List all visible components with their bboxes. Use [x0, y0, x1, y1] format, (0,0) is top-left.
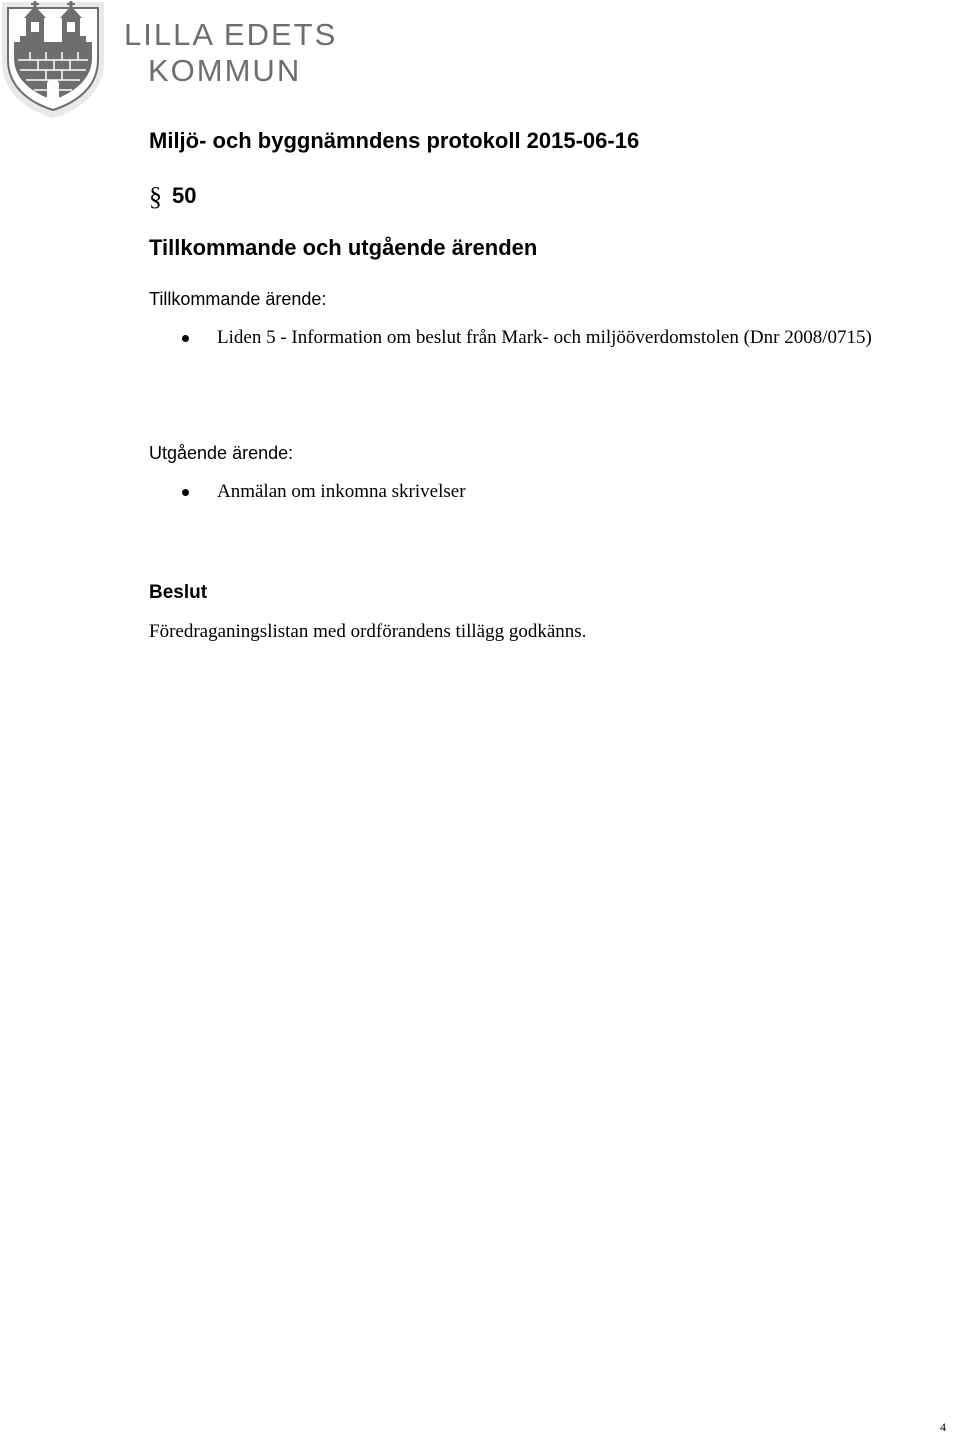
list-item — [0, 325, 907, 350]
list-item-text: Anmälan om inkomna skrivelser — [217, 481, 466, 502]
bullet-icon — [182, 335, 189, 342]
logo-line-1: LILLA EDETS — [124, 17, 338, 52]
outgoing-heading: Utgående ärende: — [149, 443, 294, 463]
incoming-list — [0, 325, 907, 350]
logo-line-2: KOMMUN — [148, 53, 302, 88]
page-number: 4 — [940, 1420, 946, 1434]
municipality-logo — [0, 0, 338, 120]
section-symbol: § — [149, 182, 162, 211]
incoming-heading: Tillkommande ärende: — [149, 289, 327, 309]
decision-heading: Beslut — [149, 582, 208, 603]
section-title: Tillkommande och utgående ärenden — [149, 235, 538, 260]
outgoing-list — [0, 479, 907, 504]
section-number: 50 — [172, 183, 197, 208]
bullet-icon — [182, 489, 189, 496]
list-item — [0, 479, 907, 504]
list-item-text: Liden 5 - Information om beslut från Mark- och miljööverdomstolen (Dnr 2008/0715) — [217, 327, 872, 348]
coat-of-arms-icon — [0, 0, 338, 120]
section-heading — [149, 180, 196, 211]
decision-text: Föredraganingslistan med ordförandens tillägg godkänns. — [149, 621, 587, 642]
document-title: Miljö- och byggnämndens protokoll 2015-06-16 — [149, 128, 640, 153]
